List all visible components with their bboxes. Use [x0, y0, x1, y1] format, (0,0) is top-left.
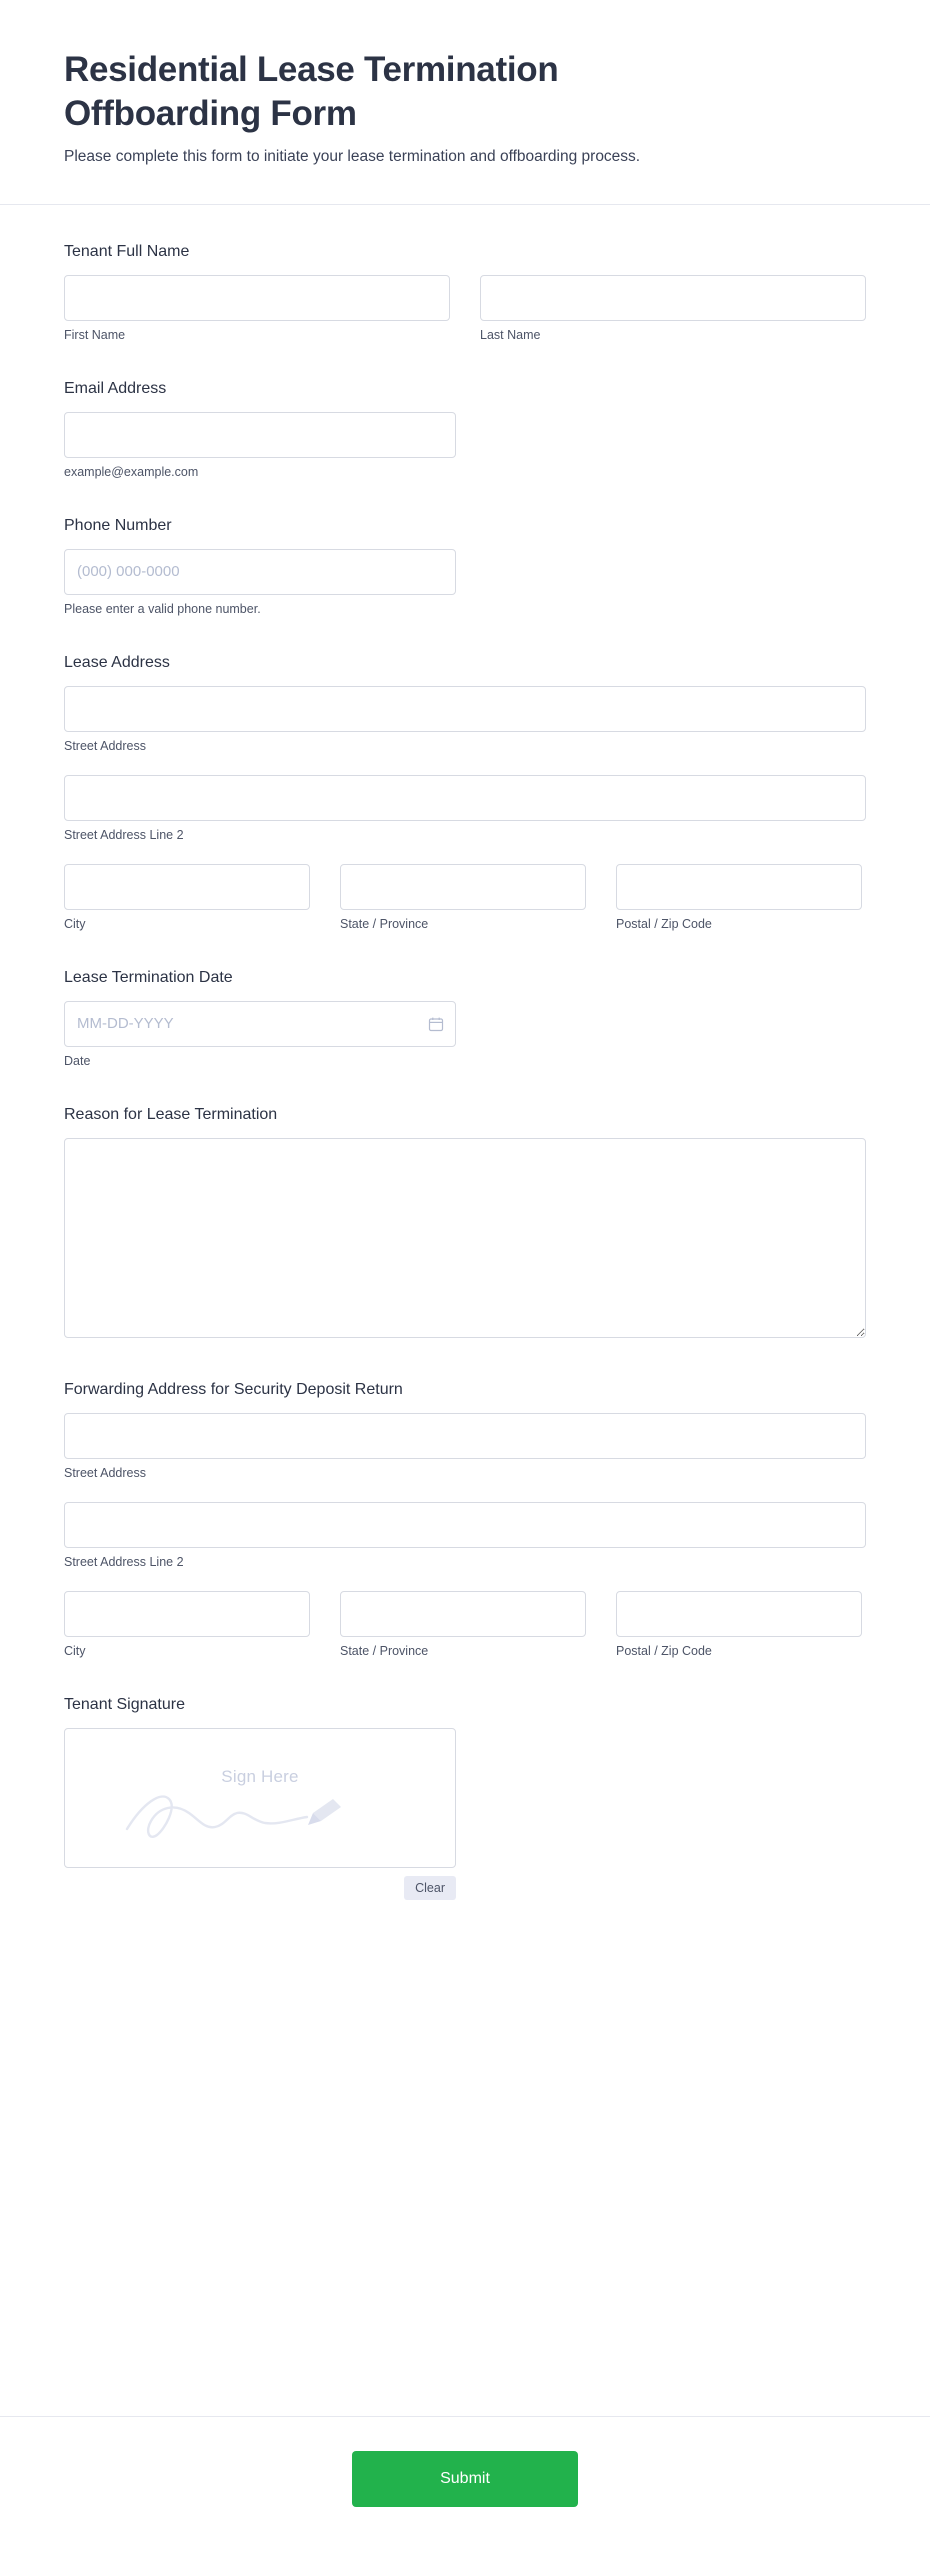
lease-zip-sublabel: Postal / Zip Code	[616, 916, 712, 931]
last-name-group	[480, 275, 866, 342]
field-tenant-full-name	[64, 243, 866, 342]
lease-city-state-zip-row	[64, 864, 866, 931]
lease-state-sublabel: State / Province	[340, 916, 429, 931]
forwarding-street2-sublabel: Street Address Line 2	[64, 1554, 184, 1569]
signature-actions	[64, 1876, 456, 1900]
lease-street2-group	[64, 775, 866, 842]
first-name-sublabel: First Name	[64, 327, 126, 342]
forwarding-street-group	[64, 1413, 866, 1480]
field-phone-number	[64, 517, 866, 616]
lease-street-input[interactable]	[64, 686, 866, 732]
phone-sublabel: Please enter a valid phone number.	[64, 601, 261, 616]
field-termination-date	[64, 969, 866, 1068]
lease-state-input[interactable]	[340, 864, 586, 910]
forwarding-city-state-zip-row	[64, 1591, 866, 1658]
termination-date-label: Lease Termination Date	[64, 968, 233, 986]
phone-group	[64, 549, 456, 616]
form-body	[0, 205, 930, 2390]
submit-button[interactable]: Submit	[352, 2451, 578, 2507]
field-forwarding-address	[64, 1381, 866, 1658]
field-reason	[64, 1106, 866, 1343]
signature-label: Tenant Signature	[64, 1695, 185, 1713]
signature-pad[interactable]	[64, 1728, 456, 1868]
lease-city-input[interactable]	[64, 864, 310, 910]
email-label: Email Address	[64, 379, 167, 397]
form-footer	[0, 2416, 930, 2553]
forwarding-street-input[interactable]	[64, 1413, 866, 1459]
last-name-sublabel: Last Name	[480, 327, 541, 342]
lease-zip-input[interactable]	[616, 864, 862, 910]
lease-street-sublabel: Street Address	[64, 738, 146, 753]
page-title: Residential Lease Termination Offboarding Form	[64, 50, 559, 133]
forwarding-city-input[interactable]	[64, 1591, 310, 1637]
lease-state-group	[340, 864, 586, 931]
lease-street2-sublabel: Street Address Line 2	[64, 827, 184, 842]
last-name-input[interactable]	[480, 275, 866, 321]
lease-street-group	[64, 686, 866, 753]
clear-signature-button[interactable]: Clear	[404, 1876, 456, 1900]
tenant-name-row	[64, 275, 866, 342]
termination-date-sublabel: Date	[64, 1053, 91, 1068]
forwarding-state-sublabel: State / Province	[340, 1643, 429, 1658]
forwarding-zip-sublabel: Postal / Zip Code	[616, 1643, 712, 1658]
first-name-input[interactable]	[64, 275, 450, 321]
forwarding-zip-input[interactable]	[616, 1591, 862, 1637]
lease-city-sublabel: City	[64, 916, 86, 931]
lease-address-rows	[64, 686, 866, 931]
field-email-address	[64, 380, 866, 479]
forwarding-zip-group	[616, 1591, 862, 1658]
signature-placeholder-stroke	[65, 1773, 456, 1859]
forwarding-address-rows	[64, 1413, 866, 1658]
phone-input[interactable]	[64, 549, 456, 595]
forwarding-state-group	[340, 1591, 586, 1658]
signature-hint: Sign Here	[221, 1766, 299, 1786]
termination-date-group	[64, 1001, 456, 1047]
lease-address-label: Lease Address	[64, 653, 170, 671]
form-header	[0, 0, 930, 205]
email-group	[64, 412, 456, 479]
forwarding-street-sublabel: Street Address	[64, 1465, 146, 1480]
phone-label: Phone Number	[64, 516, 172, 534]
reason-label: Reason for Lease Termination	[64, 1105, 278, 1123]
reason-textarea[interactable]	[64, 1138, 866, 1338]
tenant-name-label: Tenant Full Name	[64, 242, 190, 260]
email-sublabel: example@example.com	[64, 464, 199, 479]
pen-icon	[308, 1799, 341, 1825]
signature-group	[64, 1728, 456, 1900]
lease-city-group	[64, 864, 310, 931]
forwarding-address-label: Forwarding Address for Security Deposit Return	[64, 1380, 403, 1398]
forwarding-state-input[interactable]	[340, 1591, 586, 1637]
field-tenant-signature	[64, 1696, 866, 1900]
first-name-group	[64, 275, 450, 342]
forwarding-city-group	[64, 1591, 310, 1658]
lease-zip-group	[616, 864, 862, 931]
forwarding-street2-input[interactable]	[64, 1502, 866, 1548]
termination-date-input[interactable]	[64, 1001, 456, 1047]
forwarding-street2-group	[64, 1502, 866, 1569]
field-lease-address	[64, 654, 866, 931]
lease-street2-input[interactable]	[64, 775, 866, 821]
email-input[interactable]	[64, 412, 456, 458]
forwarding-city-sublabel: City	[64, 1643, 86, 1658]
page-subtitle: Please complete this form to initiate your lease termination and offboarding process.	[64, 147, 641, 165]
